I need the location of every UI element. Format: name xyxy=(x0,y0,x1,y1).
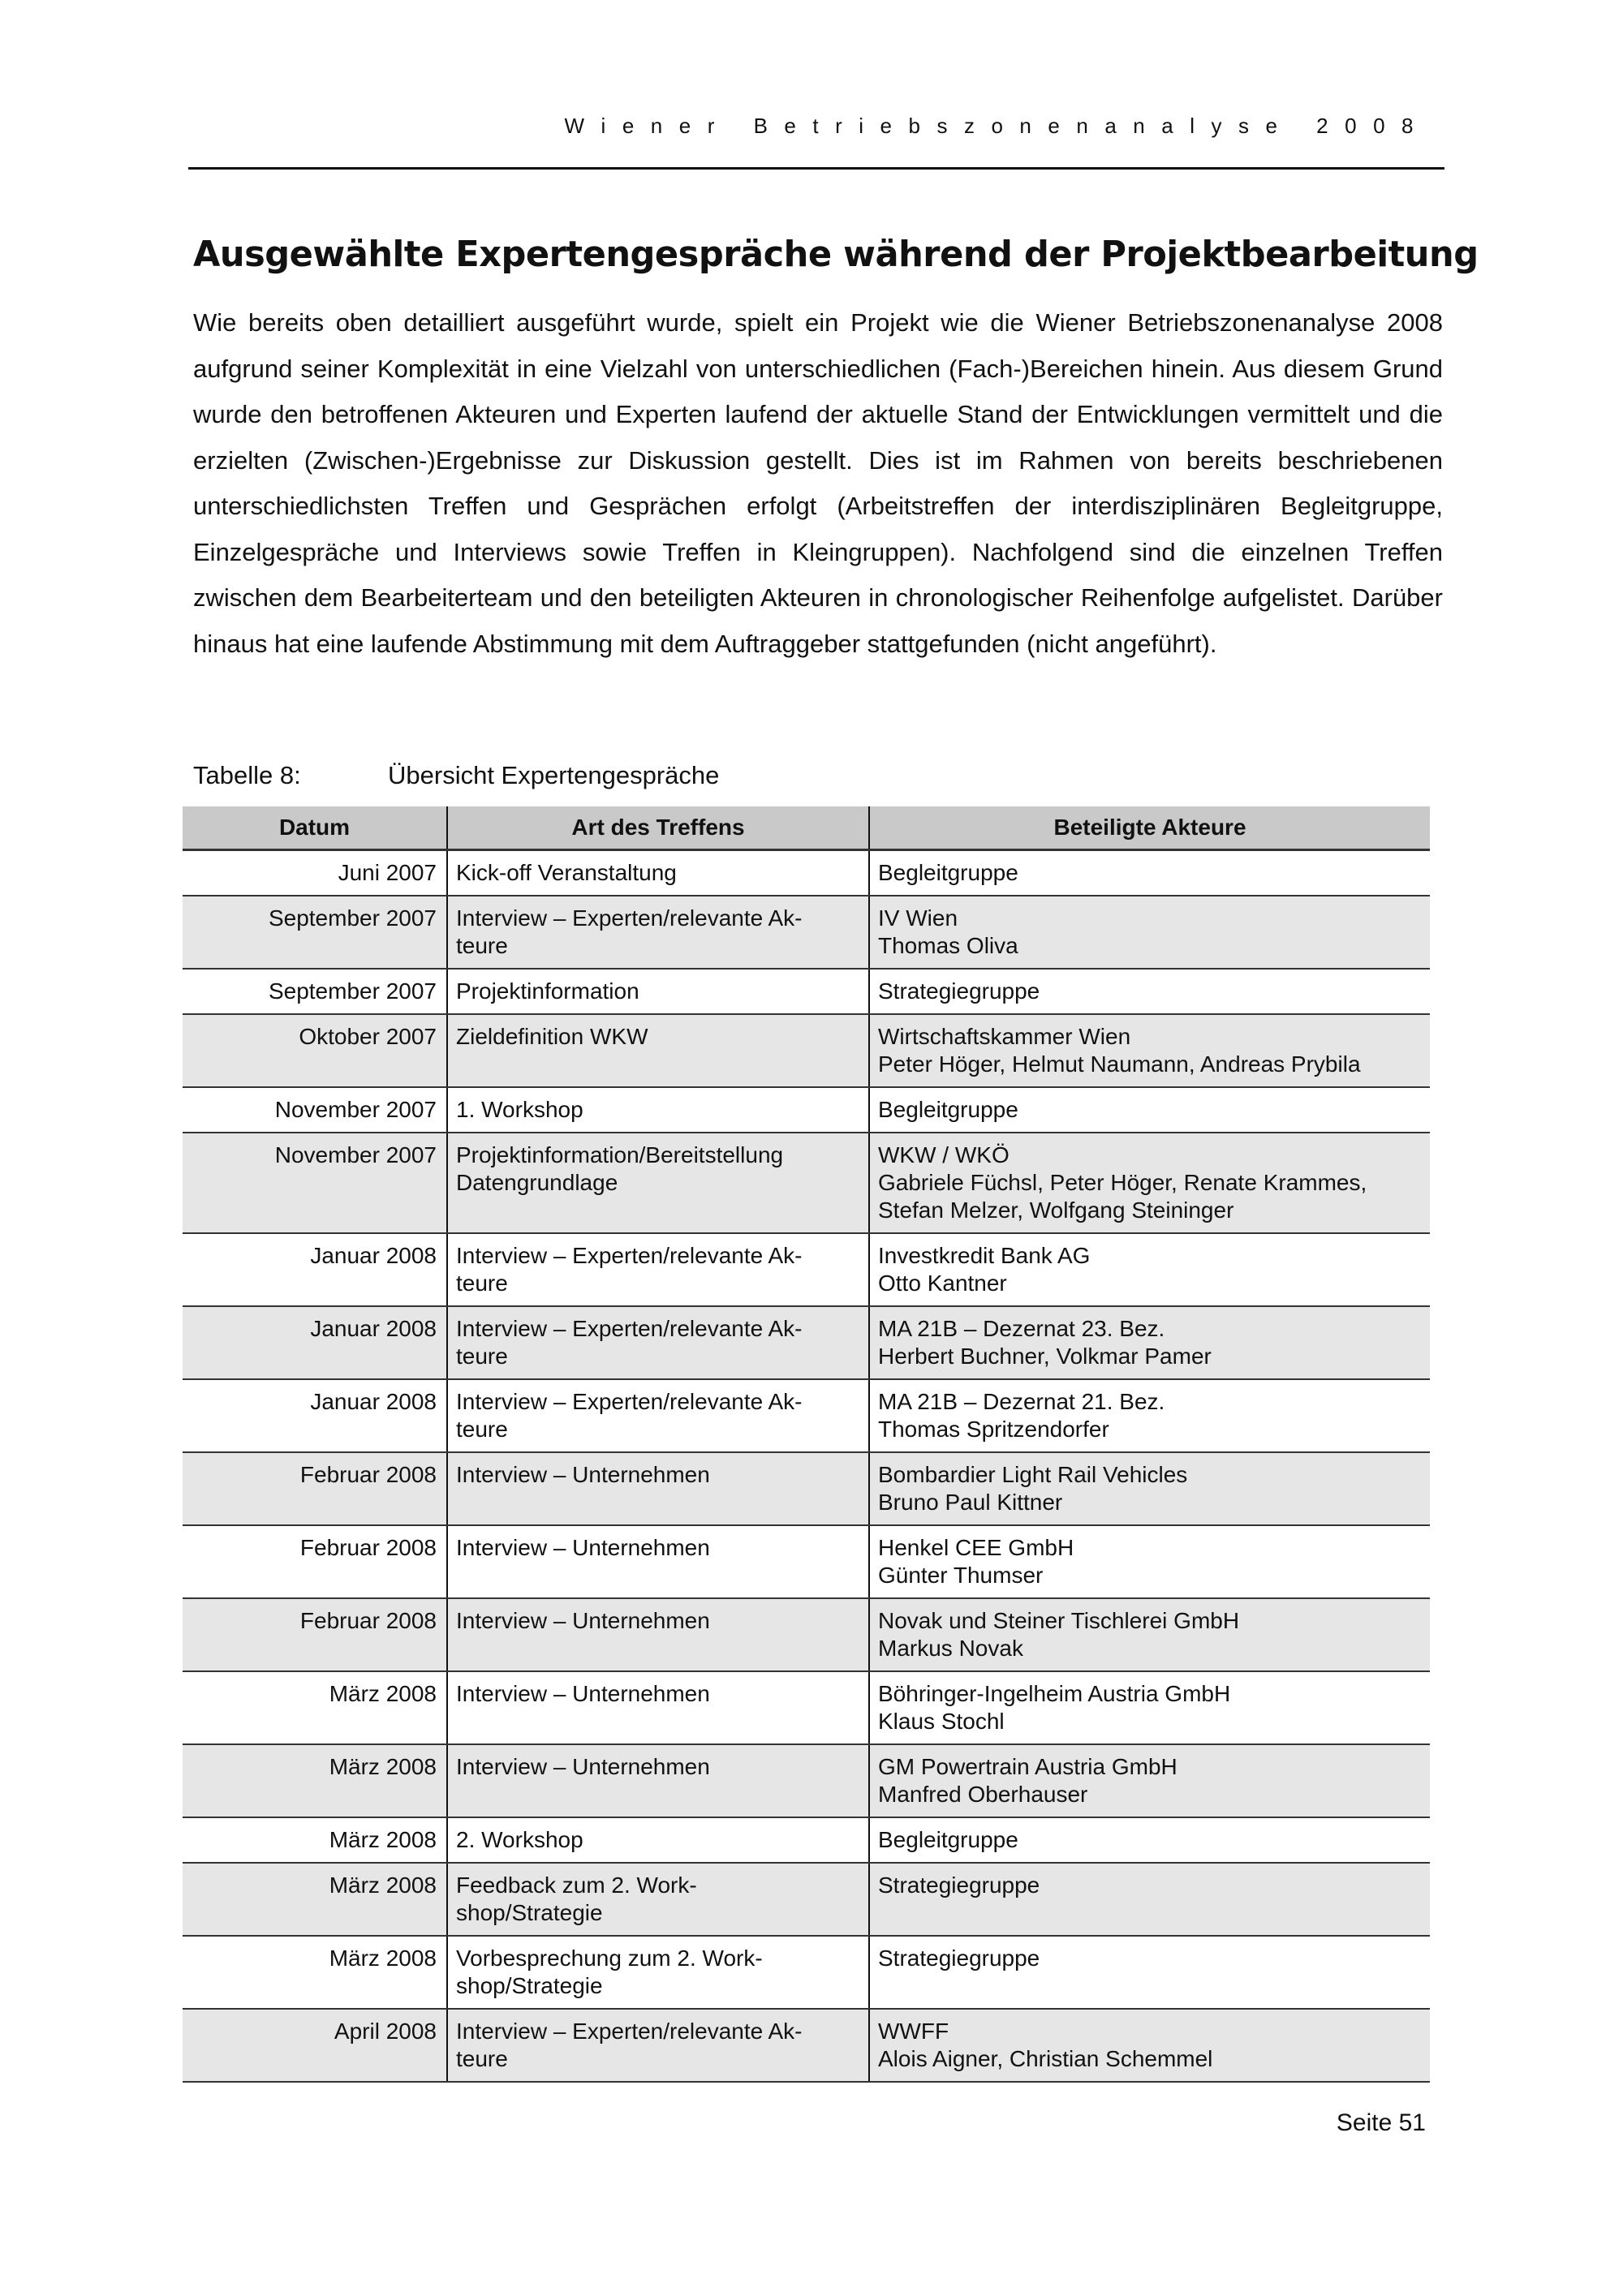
cell-akteure xyxy=(869,1087,1430,1133)
cell-datum: Februar 2008 xyxy=(183,1452,447,1525)
cell-line: shop/Strategie xyxy=(456,1973,603,1998)
column-header-art: Art des Treffens xyxy=(447,806,869,850)
cell-datum: März 2008 xyxy=(183,1863,447,1936)
cell-line: Thomas Oliva xyxy=(878,933,1018,958)
cell-line: Alois Aigner, Christian Schemmel xyxy=(878,2046,1213,2071)
cell-art xyxy=(447,1014,869,1087)
cell-akteure xyxy=(869,1233,1430,1306)
table-row xyxy=(183,1306,1430,1379)
cell-akteure xyxy=(869,1936,1430,2009)
cell-datum: März 2008 xyxy=(183,1936,447,2009)
cell-akteure xyxy=(869,1817,1430,1863)
cell-datum: Januar 2008 xyxy=(183,1306,447,1379)
cell-art xyxy=(447,1525,869,1598)
table-row xyxy=(183,1936,1430,2009)
table-row xyxy=(183,1233,1430,1306)
page-number: Seite 51 xyxy=(1336,2109,1426,2136)
cell-akteure xyxy=(869,1306,1430,1379)
cell-line: WWFF xyxy=(878,2019,949,2044)
table-row xyxy=(183,850,1430,896)
cell-art xyxy=(447,1087,869,1133)
cell-line: Bruno Paul Kittner xyxy=(878,1490,1063,1515)
cell-line: Strategiegruppe xyxy=(878,978,1040,1004)
cell-line: Böhringer-Ingelheim Austria GmbH xyxy=(878,1681,1231,1706)
cell-line: Investkredit Bank AG xyxy=(878,1243,1091,1268)
cell-line: Herbert Buchner, Volkmar Pamer xyxy=(878,1344,1212,1369)
cell-line: Interview – Experten/relevante Ak- xyxy=(456,1243,803,1268)
cell-line: Strategiegruppe xyxy=(878,1872,1040,1898)
cell-art xyxy=(447,2009,869,2082)
intro-paragraph: Wie bereits oben detailliert ausgeführt wurde, spielt ein Projekt wie die Wiener Betriebszonenanalyse 2008 aufgrund seiner Komplexität in eine Vielzahl von unterschiedlichen (Fach-)Bereichen hinein. Aus diesem Grund wurde den betroffenen Akteuren und Experten laufend der aktuelle Stand der Entwicklungen vermittelt und die erzielten (Zwischen-)Ergebnisse zur Diskussion gestellt. Dies ist im Rahmen von bereits beschriebenen unterschiedlichsten Treffen und Gesprächen erfolgt (Arbeitstreffen der interdisziplinären Begleitgruppe, Einzelgespräche und Interviews sowie Treffen in Kleingruppen). Nachfolgend sind die einzelnen Treffen zwischen dem Bearbeiterteam und den beteiligten Akteuren in chronologischer Reihenfolge aufgelistet. Darüber hinaus hat eine laufende Abstimmung mit dem Auftraggeber stattgefunden (nicht angeführt). xyxy=(193,308,1443,658)
cell-line: Begleitgruppe xyxy=(878,1827,1018,1852)
table-row xyxy=(183,1014,1430,1087)
cell-art xyxy=(447,1133,869,1233)
table-row xyxy=(183,1671,1430,1744)
cell-line: teure xyxy=(456,1271,508,1296)
cell-line: Stefan Melzer, Wolfgang Steininger xyxy=(878,1197,1234,1223)
cell-line: Otto Kantner xyxy=(878,1271,1007,1296)
cell-line: Interview – Unternehmen xyxy=(456,1681,710,1706)
expert-meetings-table xyxy=(183,806,1430,2083)
cell-line: WKW / WKÖ xyxy=(878,1142,1010,1167)
cell-line: Klaus Stochl xyxy=(878,1709,1005,1734)
running-header: Wiener Betriebszonenanalyse 2008 xyxy=(564,114,1430,138)
cell-line: Interview – Unternehmen xyxy=(456,1535,710,1560)
cell-datum: September 2007 xyxy=(183,969,447,1014)
cell-akteure xyxy=(869,896,1430,969)
cell-line: Gabriele Füchsl, Peter Höger, Renate Krammes, xyxy=(878,1170,1367,1195)
cell-datum: März 2008 xyxy=(183,1817,447,1863)
cell-art xyxy=(447,850,869,896)
cell-art xyxy=(447,1671,869,1744)
section-heading: Ausgewählte Expertengespräche während der Projektbearbeitung xyxy=(193,234,1479,275)
cell-datum: Januar 2008 xyxy=(183,1379,447,1452)
table-row xyxy=(183,2009,1430,2082)
table-header-row xyxy=(183,806,1430,850)
cell-akteure xyxy=(869,969,1430,1014)
cell-art xyxy=(447,1452,869,1525)
cell-line: Begleitgruppe xyxy=(878,1097,1018,1122)
cell-akteure xyxy=(869,1598,1430,1671)
column-header-datum: Datum xyxy=(183,806,447,850)
table-row xyxy=(183,1744,1430,1817)
cell-line: Strategiegruppe xyxy=(878,1946,1040,1971)
cell-akteure xyxy=(869,1744,1430,1817)
table-caption-number: Tabelle 8: xyxy=(193,761,301,789)
cell-line: Zieldefinition WKW xyxy=(456,1024,648,1049)
cell-line: Feedback zum 2. Work- xyxy=(456,1872,697,1898)
cell-akteure xyxy=(869,1133,1430,1233)
cell-datum: Februar 2008 xyxy=(183,1598,447,1671)
cell-datum: November 2007 xyxy=(183,1133,447,1233)
cell-akteure xyxy=(869,1452,1430,1525)
cell-datum: März 2008 xyxy=(183,1744,447,1817)
cell-art xyxy=(447,1817,869,1863)
cell-akteure xyxy=(869,1671,1430,1744)
cell-line: Datengrundlage xyxy=(456,1170,618,1195)
cell-line: 2. Workshop xyxy=(456,1827,583,1852)
table-row xyxy=(183,1133,1430,1233)
cell-akteure xyxy=(869,1525,1430,1598)
table-row xyxy=(183,1379,1430,1452)
cell-art xyxy=(447,896,869,969)
cell-line: Bombardier Light Rail Vehicles xyxy=(878,1462,1188,1487)
cell-datum: September 2007 xyxy=(183,896,447,969)
table-row xyxy=(183,1452,1430,1525)
cell-line: 1. Workshop xyxy=(456,1097,583,1122)
cell-akteure xyxy=(869,1379,1430,1452)
cell-datum: März 2008 xyxy=(183,1671,447,1744)
table-row xyxy=(183,1863,1430,1936)
cell-line: GM Powertrain Austria GmbH xyxy=(878,1754,1177,1779)
cell-line: Projektinformation xyxy=(456,978,639,1004)
cell-line: Peter Höger, Helmut Naumann, Andreas Prybila xyxy=(878,1051,1361,1077)
cell-line: teure xyxy=(456,933,508,958)
cell-akteure xyxy=(869,1863,1430,1936)
cell-akteure xyxy=(869,850,1430,896)
table-row xyxy=(183,1087,1430,1133)
cell-line: teure xyxy=(456,2046,508,2071)
table-caption-title: Übersicht Expertengespräche xyxy=(388,761,720,789)
cell-art xyxy=(447,1936,869,2009)
column-header-akteure: Beteiligte Akteure xyxy=(869,806,1430,850)
cell-line: Vorbesprechung zum 2. Work- xyxy=(456,1946,763,1971)
cell-line: MA 21B – Dezernat 23. Bez. xyxy=(878,1316,1165,1341)
cell-line: Interview – Experten/relevante Ak- xyxy=(456,905,803,931)
cell-datum: Juni 2007 xyxy=(183,850,447,896)
cell-line: Interview – Unternehmen xyxy=(456,1754,710,1779)
cell-art xyxy=(447,1306,869,1379)
cell-line: Günter Thumser xyxy=(878,1563,1044,1588)
table-row xyxy=(183,969,1430,1014)
cell-line: Interview – Unternehmen xyxy=(456,1462,710,1487)
cell-line: Interview – Experten/relevante Ak- xyxy=(456,2019,803,2044)
cell-line: Novak und Steiner Tischlerei GmbH xyxy=(878,1608,1240,1633)
cell-akteure xyxy=(869,2009,1430,2082)
cell-datum: April 2008 xyxy=(183,2009,447,2082)
header-rule xyxy=(188,167,1444,170)
cell-line: Kick-off Veranstaltung xyxy=(456,860,677,885)
table-row xyxy=(183,1817,1430,1863)
cell-line: teure xyxy=(456,1344,508,1369)
cell-line: Henkel CEE GmbH xyxy=(878,1535,1074,1560)
cell-line: teure xyxy=(456,1417,508,1442)
cell-line: Interview – Unternehmen xyxy=(456,1608,710,1633)
cell-datum: Oktober 2007 xyxy=(183,1014,447,1087)
cell-art xyxy=(447,1233,869,1306)
cell-line: MA 21B – Dezernat 21. Bez. xyxy=(878,1389,1165,1414)
cell-datum: Februar 2008 xyxy=(183,1525,447,1598)
cell-line: Interview – Experten/relevante Ak- xyxy=(456,1389,803,1414)
cell-art xyxy=(447,1598,869,1671)
table-row xyxy=(183,1525,1430,1598)
cell-line: Manfred Oberhauser xyxy=(878,1782,1088,1807)
cell-line: shop/Strategie xyxy=(456,1900,603,1925)
cell-line: Begleitgruppe xyxy=(878,860,1018,885)
cell-art xyxy=(447,1744,869,1817)
cell-line: Markus Novak xyxy=(878,1636,1023,1661)
cell-akteure xyxy=(869,1014,1430,1087)
cell-line: Wirtschaftskammer Wien xyxy=(878,1024,1131,1049)
cell-art xyxy=(447,1863,869,1936)
cell-datum: November 2007 xyxy=(183,1087,447,1133)
cell-art xyxy=(447,969,869,1014)
cell-line: Projektinformation/Bereitstellung xyxy=(456,1142,784,1167)
cell-datum: Januar 2008 xyxy=(183,1233,447,1306)
cell-art xyxy=(447,1379,869,1452)
table-body xyxy=(183,850,1430,2083)
table-caption xyxy=(193,761,719,790)
cell-line: IV Wien xyxy=(878,905,958,931)
cell-line: Interview – Experten/relevante Ak- xyxy=(456,1316,803,1341)
cell-line: Thomas Spritzendorfer xyxy=(878,1417,1109,1442)
table-row xyxy=(183,896,1430,969)
table-row xyxy=(183,1598,1430,1671)
